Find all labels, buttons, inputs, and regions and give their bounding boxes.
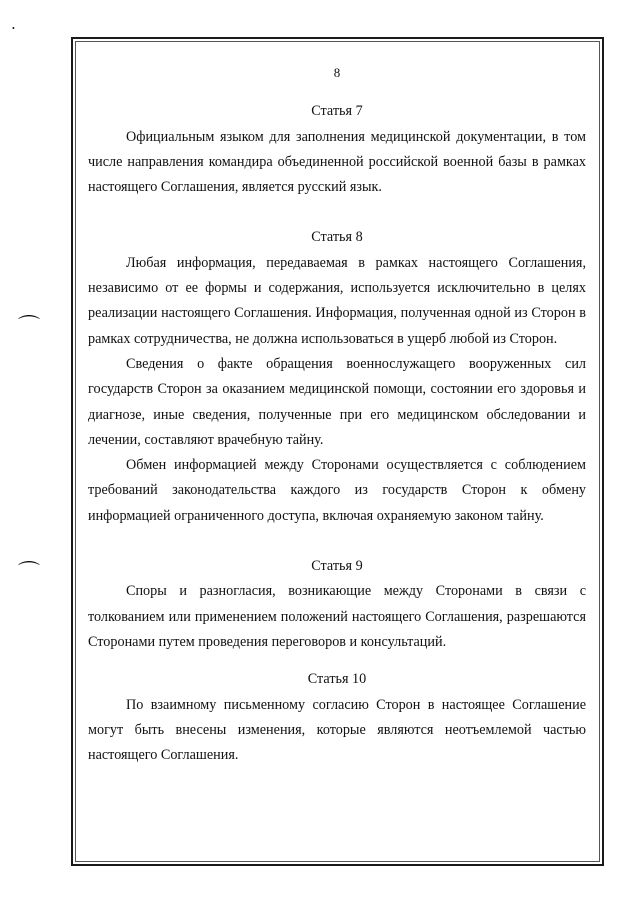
article-paragraph: Обмен информацией между Сторонами осуществляется с соблюдением требований законодательства каждого из государств Сторон к обмену информацией ограниченного доступа, включая охраняемую законом тайну.	[88, 457, 586, 524]
article-paragraph: По взаимному письменному согласию Сторон в настоящее Соглашение могут быть внесены изменения, которые являются неотъемлемой частью настоящего Соглашения.	[88, 696, 586, 764]
article-paragraph: Сведения о факте обращения военнослужащего вооруженных сил государств Сторон за оказанием медицинской помощи, состоянии его здоровья и диагнозе, иные сведения, полученные при его медицинском обследовании и лечении, составляют врачебную тайну.	[88, 355, 586, 448]
article-paragraph: Официальным языком для заполнения медицинской документации, в том числе направления командира объединенной российской военной базы в рамках настоящего Соглашения, является русский язык.	[88, 128, 586, 196]
article-10	[88, 667, 586, 768]
binding-hole-mark-top: ⌒	[18, 314, 41, 339]
spacer	[88, 655, 586, 667]
article-heading: Статья 10	[307, 671, 367, 688]
document-body	[88, 60, 586, 768]
article-paragraph: Любая информация, передаваемая в рамках настоящего Соглашения, независимо от ее формы и содержания, используется исключительно в целях реализации настоящего Соглашения. Информация, полученная одной из Сторон в рамках сотрудничества, не должна использоваться в ущерб любой из Сторон.	[88, 254, 586, 347]
article-paragraph: Споры и разногласия, возникающие между Сторонами в связи с толкованием или применением положений настоящего Соглашения, разрешаются Сторонами путем проведения переговоров и консультаций.	[88, 583, 586, 650]
binding-hole-mark-bottom: ⌒	[18, 560, 41, 585]
scan-dot: •	[12, 24, 15, 33]
article-heading: Статья 7	[311, 103, 363, 120]
article-heading: Статья 9	[311, 558, 363, 575]
page-number: 8	[333, 65, 341, 80]
article-9	[88, 554, 586, 655]
article-heading: Статья 8	[311, 229, 363, 246]
spacer	[88, 200, 586, 225]
article-7	[88, 99, 586, 200]
article-8	[88, 225, 586, 529]
spacer	[88, 529, 586, 554]
